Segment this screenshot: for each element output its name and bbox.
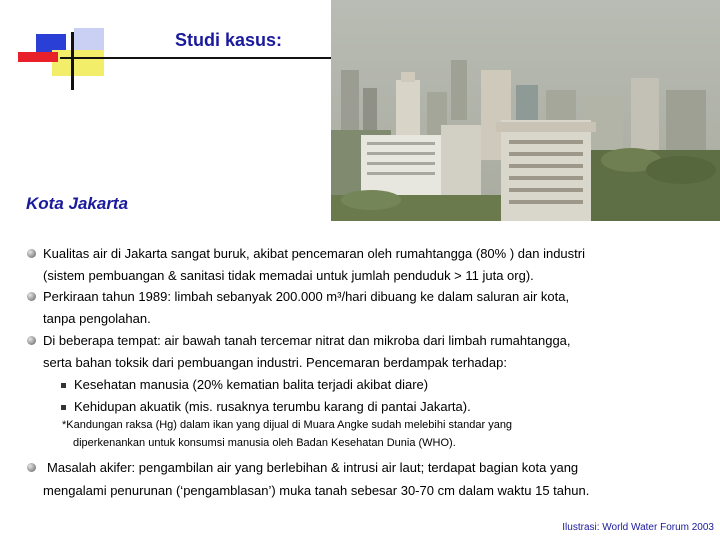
- image-credit: Ilustrasi: World Water Forum 2003: [562, 522, 714, 533]
- bullet-3-line-2: serta bahan toksik dari pembuangan industri. Pencemaran berdampak terhadap:: [43, 355, 507, 370]
- square-bullet-icon: [61, 405, 66, 410]
- slide-subtitle: Kota Jakarta: [26, 194, 129, 213]
- bullet-1-line-1: Kualitas air di Jakarta sangat buruk, akibat pencemaran oleh rumahtangga (80% ) dan industri: [43, 246, 585, 261]
- bullet-2-line-2: tanpa pengolahan.: [43, 311, 151, 326]
- logo-square-red: [18, 52, 58, 62]
- logo-square-light-blue: [74, 28, 104, 52]
- bullet-4-line-2: mengalami penurunan (‘pengamblasan’) muka tanah sebesar 30-70 cm dalam waktu 15 tahun.: [43, 483, 590, 498]
- square-bullet-icon: [61, 383, 66, 388]
- bullet-icon: [27, 292, 36, 301]
- logo-square-yellow: [52, 50, 104, 76]
- slide-title: Studi kasus:: [175, 30, 283, 50]
- bullet-icon: [27, 336, 36, 345]
- bullet-icon: [27, 463, 36, 472]
- title-underline: [60, 57, 332, 59]
- bullet-4-line-1: Masalah akifer: pengambilan air yang berlebihan & intrusi air laut; terdapat bagian kota yang: [47, 460, 579, 475]
- logo-vertical-line: [71, 32, 74, 90]
- sub-item-2: Kehidupan akuatik (mis. rusaknya terumbu karang di pantai Jakarta).: [61, 399, 471, 414]
- bullet-2-line-1: Perkiraan tahun 1989: limbah sebanyak 200.000 m³/hari dibuang ke dalam saluran air kota,: [43, 289, 570, 304]
- bullet-icon: [27, 249, 36, 258]
- note-line-1: *Kandungan raksa (Hg) dalam ikan yang dijual di Muara Angke sudah melebihi standar yang: [62, 419, 513, 431]
- bullet-1-line-2: (sistem pembuangan & sanitasi tidak memadai untuk jumlah penduduk > 11 juta org).: [43, 268, 534, 283]
- bullet-3-line-1: Di beberapa tempat: air bawah tanah tercemar nitrat dan mikroba dari limbah rumahtangga,: [43, 333, 571, 348]
- jakarta-city-photo: [331, 0, 720, 221]
- note-line-2: diperkenankan untuk konsumsi manusia oleh Badan Kesehatan Dunia (WHO).: [73, 437, 456, 449]
- sub-item-1: Kesehatan manusia (20% kematian balita terjadi akibat diare): [61, 377, 428, 392]
